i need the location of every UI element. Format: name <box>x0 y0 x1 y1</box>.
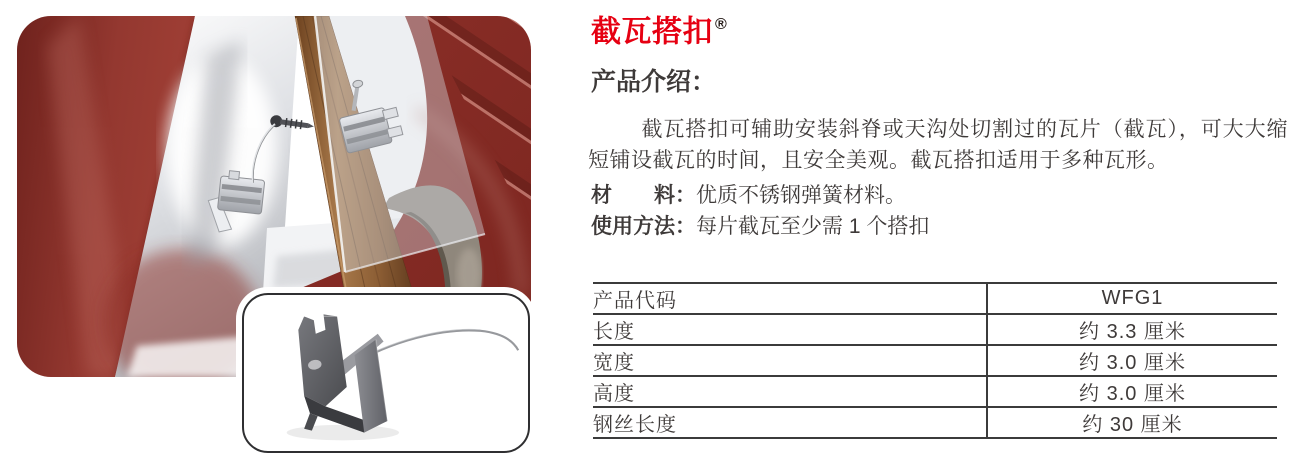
product-info-panel <box>588 0 1288 460</box>
attribute-label: 使用方法： <box>591 215 696 238</box>
spec-value: 约 3.0 厘米 <box>987 345 1277 376</box>
spec-table <box>593 282 1277 439</box>
spec-name: 高度 <box>593 376 987 407</box>
attribute-usage <box>591 211 1291 242</box>
attribute-label: 材 料： <box>591 184 696 207</box>
spring-clip <box>298 314 387 432</box>
page-title <box>591 12 727 56</box>
table-row <box>593 314 1277 345</box>
table-row <box>593 407 1277 438</box>
clip-shadow <box>287 425 399 441</box>
clip-closeup-illustration <box>244 295 527 450</box>
spec-value: WFG1 <box>987 283 1277 314</box>
inset-detail-box <box>242 293 530 453</box>
attribute-value: 优质不锈钢弹簧材料。 <box>696 184 906 207</box>
spec-value: 约 30 厘米 <box>987 407 1277 438</box>
attribute-value: 每片截瓦至少需 1 个搭扣 <box>696 215 930 238</box>
attribute-material <box>591 180 1291 211</box>
spec-value: 约 3.0 厘米 <box>987 376 1277 407</box>
spec-name: 宽度 <box>593 345 987 376</box>
product-description: 截瓦搭扣可辅助安装斜脊或天沟处切割过的瓦片（截瓦），可大大缩短铺设截瓦的时间，且安全美观。截瓦搭扣适用于多种瓦形。 <box>588 118 1288 172</box>
spec-name: 长度 <box>593 314 987 345</box>
table-row <box>593 345 1277 376</box>
attribute-list <box>591 180 1291 242</box>
section-heading: 产品介绍： <box>591 68 717 96</box>
spec-value: 约 3.3 厘米 <box>987 314 1277 345</box>
table-row <box>593 376 1277 407</box>
spec-name: 钢丝长度 <box>593 407 987 438</box>
table-row <box>593 283 1277 314</box>
registered-trademark: ® <box>715 16 727 33</box>
spec-name: 产品代码 <box>593 283 987 314</box>
product-title: 截瓦搭扣 <box>591 15 713 49</box>
